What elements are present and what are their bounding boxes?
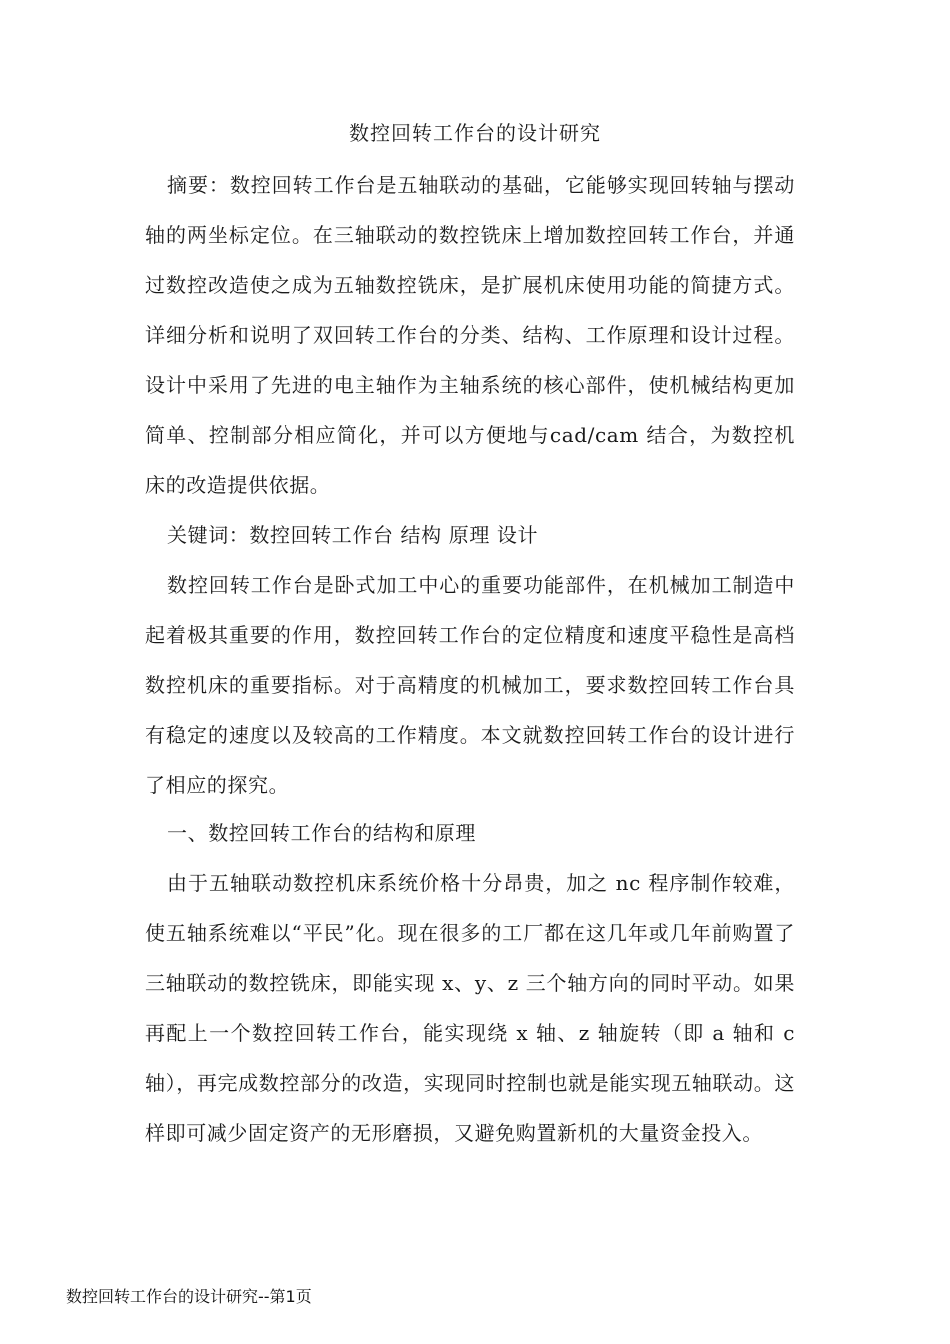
intro-paragraph: 数控回转工作台是卧式加工中心的重要功能部件，在机械加工制造中起着极其重要的作用，数控回转工作台的定位精度和速度平稳性是高档数控机床的重要指标。对于高精度的机械加工，要求数控回转工作台具有稳定的速度以及较高的工作精度。本文就数控回转工作台的设计进行了相应的探究。: [145, 573, 795, 797]
document-title: 数控回转工作台的设计研究: [349, 121, 601, 145]
section-heading: 一、数控回转工作台的结构和原理: [167, 821, 476, 845]
keywords-line: 关键词：数控回转工作台 结构 原理 设计: [167, 523, 539, 547]
page-footer: 数控回转工作台的设计研究--第1页: [66, 1287, 312, 1306]
abstract-paragraph: 摘要：数控回转工作台是五轴联动的基础，它能够实现回转轴与摆动轴的两坐标定位。在三轴联动的数控铣床上增加数控回转工作台，并通过数控改造使之成为五轴数控铣床，是扩展机床使用功能的简捷方式。详细分析和说明了双回转工作台的分类、结构、工作原理和设计过程。设计中采用了先进的电主轴作为主轴系统的核心部件，使机械结构更加简单、控制部分相应简化，并可以方便地与cad/cam 结合，为数控机床的改造提供依据。: [145, 173, 795, 497]
section-paragraph: 由于五轴联动数控机床系统价格十分昂贵，加之 nc 程序制作较难，使五轴系统难以“平民”化。现在很多的工厂都在这几年或几年前购置了三轴联动的数控铣床，即能实现 x、y、z 三个轴方向的同时平动。如果再配上一个数控回转工作台，能实现绕 x 轴、z 轴旋转（即 a 轴和 c 轴），再完成数控部分的改造，实现同时控制也就是能实现五轴联动。这样即可减少固定资产的无形磨损，又避免购置新机的大量资金投入。: [145, 871, 795, 1145]
